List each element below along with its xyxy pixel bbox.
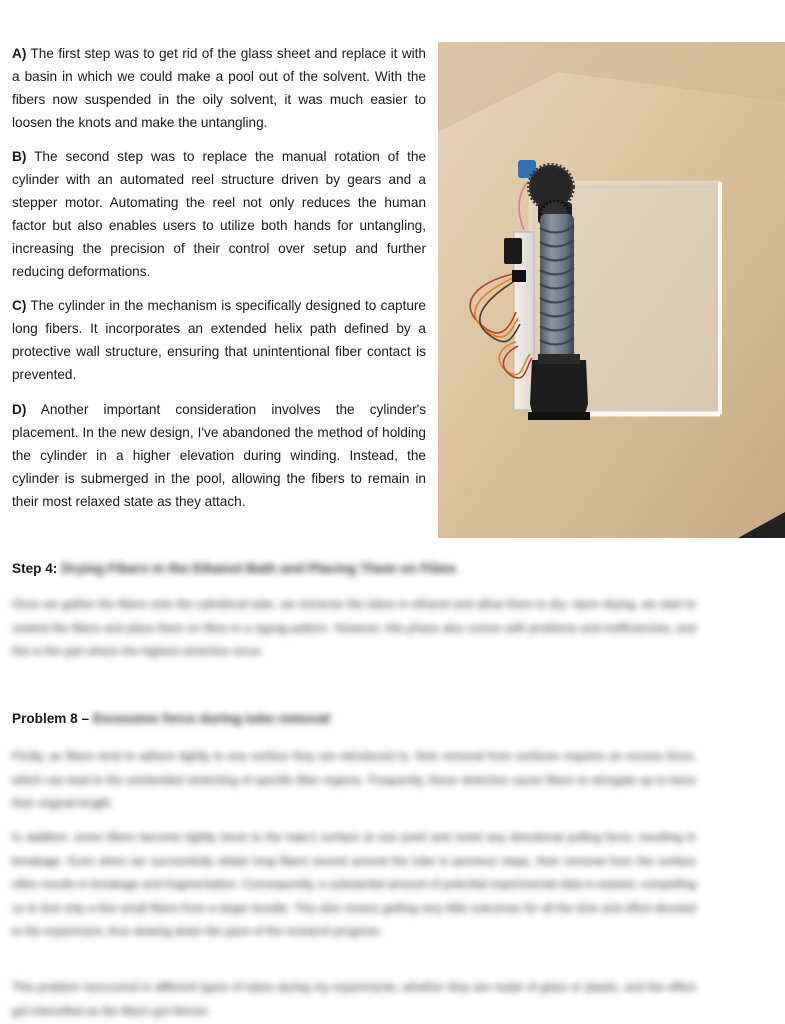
problem8-paragraph-1-blurred: Firstly, as fibers tend to adhere tightly to any surface they are introduced to, their removal from surfaces requires an excess force, which can lead to the unintended stretching of specific fiber regions. Frequently, these stretches cause fibers to elongate up to twice their original length. (12, 750, 696, 810)
problem8-heading (12, 711, 330, 726)
connector-block (512, 270, 526, 282)
step4-label: Step 4: (12, 561, 58, 576)
paragraph-b-label: B) (12, 149, 27, 164)
problem8-paragraph-3-blurred: This problem reoccurred in different types of tubes during my experiments, whether they are made of glass or plastic, and the effect got intensified as the fibers got thinner. (12, 981, 696, 1018)
paragraph-b (12, 145, 426, 283)
paragraph-a-text: The first step was to get rid of the glass sheet and replace it with a basin in which we could make a pool out of the solvent. With the fibers now suspended in the oily solvent, it was much easier to loosen the knots and make the untangling. (12, 46, 426, 130)
paragraph-d-label: D) (12, 402, 27, 417)
paragraph-a-label: A) (12, 46, 27, 61)
reel-mechanism-illustration (438, 42, 785, 538)
problem8-paragraph-2-blurred: In addition, some fibers become tightly stuck to the tube's surface at one point and resist any directional pulling force, resulting in breakage. Even when we successfully obtain long fibers wound around the tube in previous steps, their removal from the surface often results in breakage and fragmentation. Consequently, a substantial amount of potential experimental data is wasted, compelling us to test only a few small fibers from a larger bundle. This also means getting very little outcomes for all the time and effort devoted to the experiment, thus slowing down the pace of the research progress. (12, 831, 696, 938)
paragraph-d (12, 398, 426, 513)
step4-title-blurred: Drying Fibers in the Ethanol Bath and Placing Them on Films (61, 561, 457, 576)
control-box (504, 238, 522, 264)
step4-paragraph-blurred: Once we gather the fibers onto the cylindrical tube, we immerse the tubes in ethanol and allow them to dry. Upon drying, we start to unwind the fibers and place them on films in a zigzag pattern. However, this phase also comes with problems and inefficiencies, and this is the part where the highest stretches occur. (12, 598, 696, 658)
step4-heading (12, 561, 456, 576)
paragraph-b-text: The second step was to replace the manual rotation of the cylinder with an automated reel structure driven by gears and a stepper motor. Automating the reel not only reduces the human factor but also enables users to utilize both hands for untangling, increasing the precision of their control over setup and further reducing deformations. (12, 149, 426, 279)
problem8-title-blurred: Excessive force during tube removal (92, 711, 331, 726)
paragraph-c-text: The cylinder in the mechanism is specifically designed to capture long fibers. It incorporates an extended helix path defined by a protective wall structure, ensuring that unintentional fiber contact is prevented. (12, 298, 426, 382)
paragraph-d-text: Another important consideration involves the cylinder's placement. In the new design, I've abandoned the method of holding the cylinder in a higher elevation during winding. Instead, the cylinder is submerged in the pool, allowing the fibers to remain in their most relaxed state as they attach. (12, 402, 426, 509)
paragraph-a (12, 42, 426, 134)
problem8-label: Problem 8 – (12, 711, 90, 726)
cylinder-stand (528, 354, 590, 420)
paragraph-c-label: C) (12, 298, 27, 313)
reel-mechanism-photo (438, 42, 785, 538)
paragraph-c (12, 294, 426, 386)
